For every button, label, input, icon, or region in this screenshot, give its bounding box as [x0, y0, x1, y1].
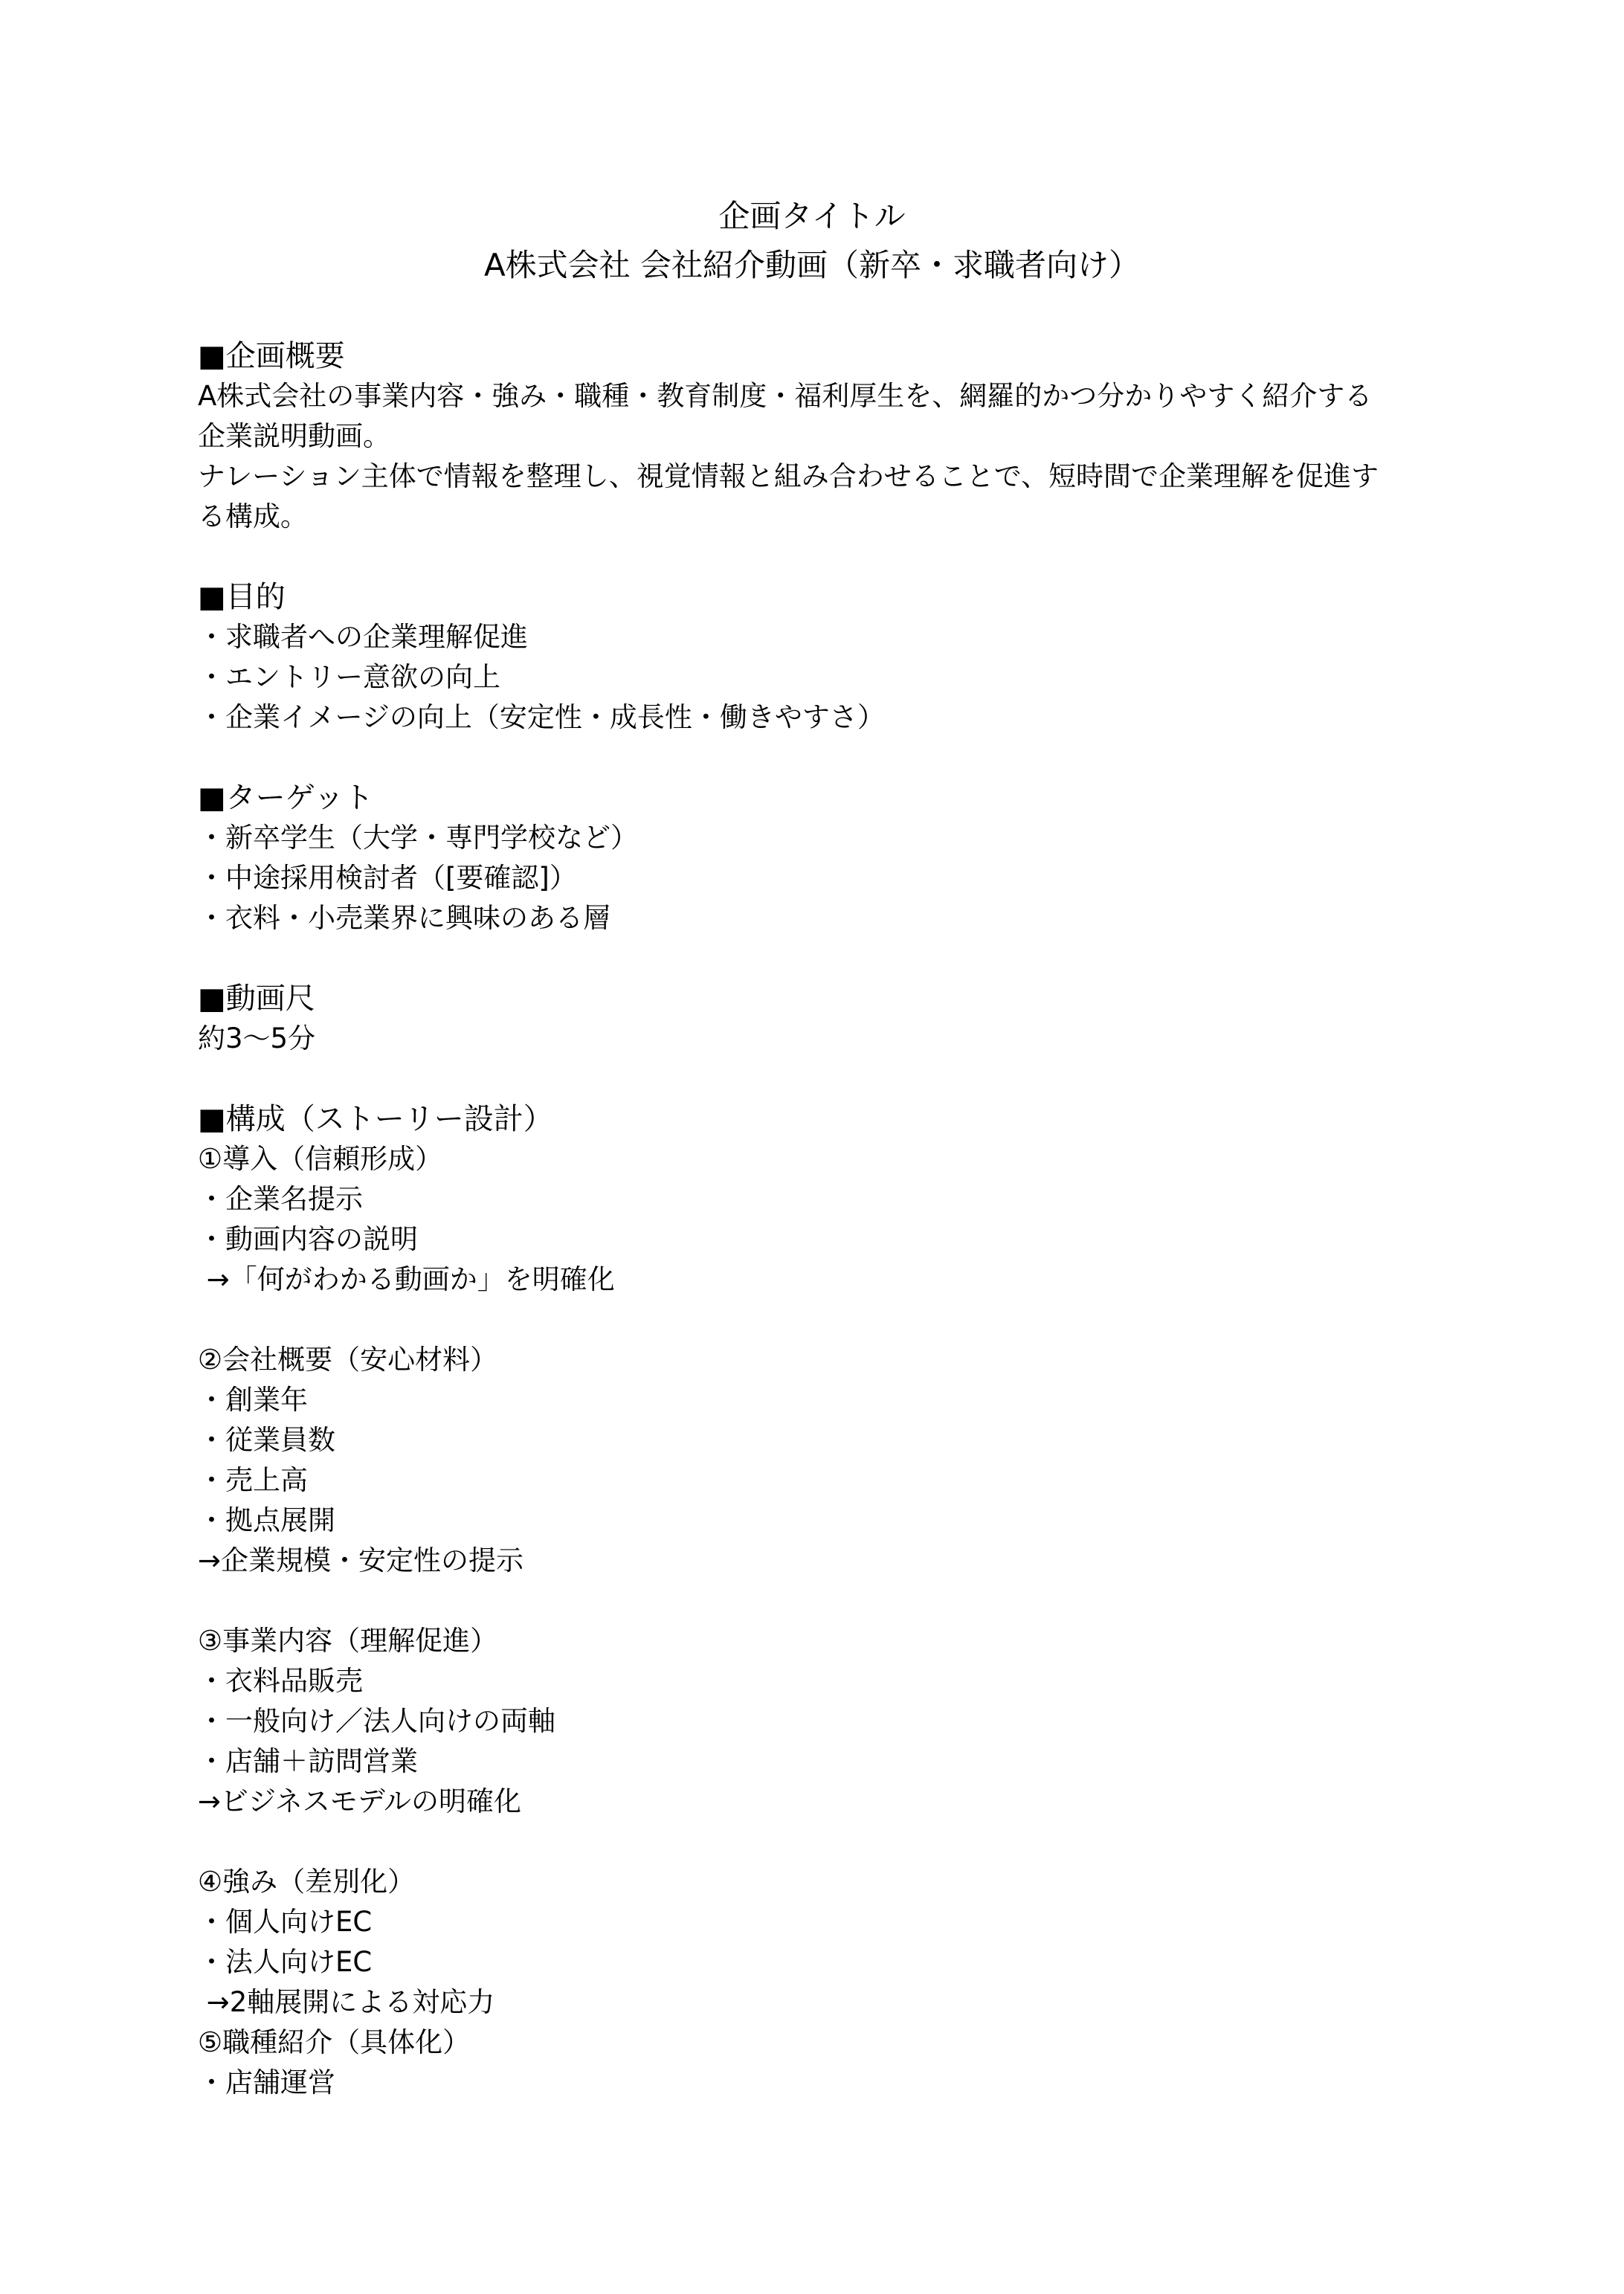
structure-step-item: ・売上高 [198, 1464, 308, 1496]
overview-line: る構成。 [198, 500, 308, 532]
section-heading-purpose: ■目的 [198, 580, 286, 614]
structure-step-title: ⑤職種紹介（具体化） [198, 2026, 471, 2058]
spacer [198, 1059, 1462, 1099]
overview-line: A株式会社の事業内容・強み・職種・教育制度・福利厚生を、網羅的かつ分かりやすく紹介する [198, 380, 1373, 412]
structure-step-item: ・拠点展開 [198, 1504, 335, 1536]
spacer [198, 938, 1462, 979]
structure-step-item: ・店舗＋訪問営業 [198, 1745, 418, 1777]
structure-step-item: ・創業年 [198, 1384, 308, 1416]
structure-step-note: →企業規模・安定性の提示 [198, 1544, 524, 1576]
spacer [198, 1822, 1462, 1862]
structure-step-title: ④強み（差別化） [198, 1866, 416, 1898]
overview-line: ナレーション主体で情報を整理し、視覚情報と組み合わせることで、短時間で企業理解を促進す [198, 460, 1379, 492]
target-item: ・新卒学生（大学・専門学校など） [198, 822, 638, 854]
structure-step-note: →2軸展開による対応力 [198, 1986, 495, 2018]
section-heading-target: ■ターゲット [198, 781, 374, 815]
overview-line: 企業説明動画。 [198, 420, 390, 452]
spacer [198, 1581, 1462, 1621]
purpose-item: ・求職者への企業理解促進 [198, 621, 528, 653]
structure-step-title: ①導入（信頼形成） [198, 1143, 443, 1175]
structure-step-title: ③事業内容（理解促進） [198, 1625, 498, 1657]
structure-step-item: ・動画内容の説明 [198, 1223, 418, 1255]
structure-step-item: ・従業員数 [198, 1424, 335, 1456]
structure-step-note: →ビジネスモデルの明確化 [198, 1785, 522, 1817]
structure-step-item: ・個人向けEC [198, 1906, 373, 1938]
section-heading-length: ■動画尺 [198, 982, 315, 1016]
target-item: ・中途採用検討者（[要確認]） [198, 862, 577, 894]
structure-step-item: ・一般向け／法人向けの両軸 [198, 1705, 555, 1737]
purpose-item: ・エントリー意欲の向上 [198, 661, 500, 693]
spacer [198, 537, 1462, 577]
purpose-item: ・企業イメージの向上（安定性・成長性・働きやすさ） [198, 701, 885, 733]
spacer [198, 738, 1462, 778]
document-title [0, 192, 1624, 290]
length-value: 約3～5分 [198, 1022, 316, 1054]
title-line-1: 企画タイトル [718, 198, 906, 234]
target-item: ・衣料・小売業界に興味のある層 [198, 902, 610, 934]
structure-step-item: ・法人向けEC [198, 1946, 373, 1978]
section-heading-overview: ■企画概要 [198, 339, 345, 373]
document-body [198, 336, 1462, 2103]
structure-step-item: ・企業名提示 [198, 1183, 363, 1215]
structure-step-title: ②会社概要（安心材料） [198, 1344, 498, 1376]
title-line-2: A株式会社 会社紹介動画（新卒・求職者向け） [483, 247, 1141, 283]
structure-step-note: →「何がわかる動画か」を明確化 [198, 1263, 615, 1295]
structure-step-item: ・店舗運営 [198, 2066, 335, 2098]
section-heading-structure: ■構成（ストーリー設計） [198, 1102, 553, 1136]
spacer [198, 1300, 1462, 1340]
structure-step-item: ・衣料品販売 [198, 1665, 363, 1697]
